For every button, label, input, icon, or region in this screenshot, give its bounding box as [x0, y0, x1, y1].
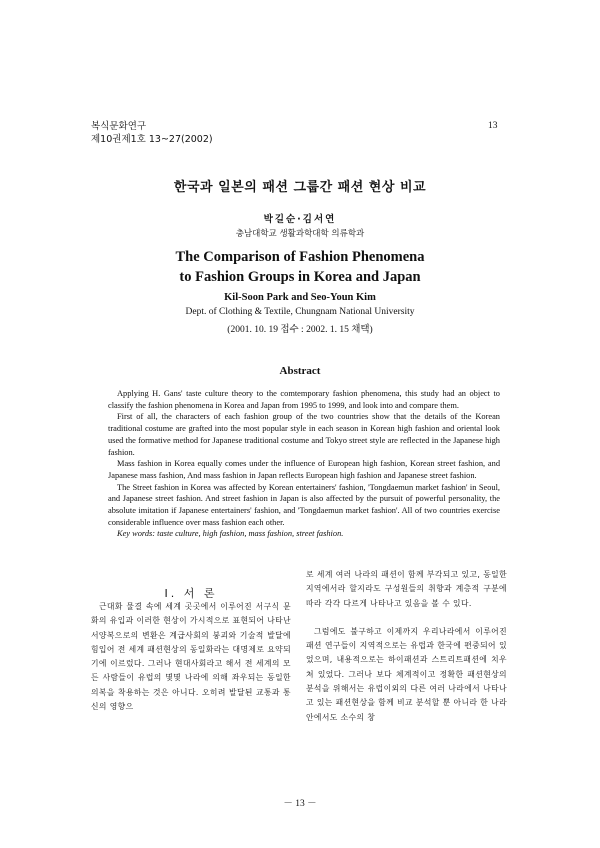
authors-korean: 박길순·김서연: [263, 214, 337, 225]
authors-english: Kil-Soon Park and Seo-Youn Kim: [224, 292, 376, 303]
section-heading-introduction: Ⅰ. 서 론: [164, 587, 218, 600]
page-number-top: 13: [488, 121, 498, 131]
body-paragraph: 로 세계 여러 나라의 패션이 함께 부각되고 있고, 동일한 지역에서라 할지라도 구성원들의 취향과 계층적 구분에 따라 각각 다르게 나타나고 있음을 볼 수 있다.: [306, 570, 507, 608]
keywords: Key words: taste culture, high fashion, mass fashion, street fashion.: [117, 529, 344, 539]
abstract-heading: Abstract: [279, 365, 321, 377]
abstract-paragraph: The Street fashion in Korea was affected by Korean entertainers' fashion, 'Tongdaemun market fashion' in Seoul, and Japanese street fashion. And street fashion in Japan is also affected by the pursuit of powerful personality, the absolute imitation if Japanese entertainers' fashion, and 'Tongdaemun market fashion'. All of two countries exercise considerable influence over mass fashion each other.: [108, 482, 500, 527]
journal-header: [91, 120, 213, 146]
received-accepted-dates: (2001. 10. 19 접수 : 2002. 1. 15 채택): [227, 325, 373, 335]
title-english: [0, 247, 600, 287]
title-english-line2: to Fashion Groups in Korea and Japan: [179, 269, 421, 285]
abstract-paragraph: Mass fashion in Korea equally comes under the influence of European high fashion, Korean street fashion, and Japanese mass fashion, And mass fashion in Japan reflects European high fashion and Japanese street fashion.: [108, 459, 500, 480]
body-column-right: [306, 568, 507, 725]
abstract-body: [108, 388, 500, 540]
abstract-paragraph: First of all, the characters of each fashion group of the two countries show that the details of the Korean traditional costume are grafted into the most popular style in each season in Korean high fashion and oriental look used the formative method for Japanese traditional costume and Tokyo street style are reflected in the Japanese high fashion.: [108, 412, 500, 457]
journal-name: 복식문화연구: [91, 121, 147, 132]
abstract-paragraph: Applying H. Gans' taste culture theory to the comtemporary fashion phenomena, this study had an object to classify the fashion phenomena in Korea and Japan from 1995 to 1999, and look into and compare them.: [108, 389, 500, 410]
affiliation-korean: 충남대학교 생활과학대학 의류학과: [235, 229, 365, 239]
journal-issue: 제10권제1호 13~27(2002): [91, 134, 213, 145]
title-english-line1: The Comparison of Fashion Phenomena: [175, 249, 425, 265]
body-paragraph: 근대화 물결 속에 세계 곳곳에서 이루어진 서구식 문화의 유입과 이러한 현상이 가시적으로 표현되어 나타난 서양복으로의 변환은 계급사회의 붕괴와 기술적 발달에 힘입어 전 세계 패션현상의 동일화라는 대명제로 요약되기에 이르렀다. 그러나 현대사회라고 해서 전 세계의 모든 사람들이 유럽의 몇몇 나라에 의해 좌우되는 동일한 의복을 착용하는 것은 아니다. 오히려 발달된 교통과 통신의 영향으: [91, 602, 291, 712]
page-number-bottom: － 13 －: [283, 799, 317, 809]
body-paragraph: 그럼에도 불구하고 이제까지 우리나라에서 이루어진 패션 연구들이 지역적으로는 유럽과 한국에 편중되어 있었으며, 내용적으로는 하이패션과 스트리트패션에 치우쳐 있었다. 그러나 보다 체계적이고 정확한 패션현상의 분석을 위해서는 유럽이외의 다른 여러 나라에서 나타나고 있는 패션현상을 함께 비교 분석할 뿐 아니라 한 나라안에서도 소수의 창: [306, 626, 507, 722]
title-korean: 한국과 일본의 패션 그룹간 패션 현상 비교: [173, 180, 427, 195]
department-english: Dept. of Clothing & Textile, Chungnam National University: [185, 307, 415, 317]
body-column-left: [91, 600, 291, 714]
